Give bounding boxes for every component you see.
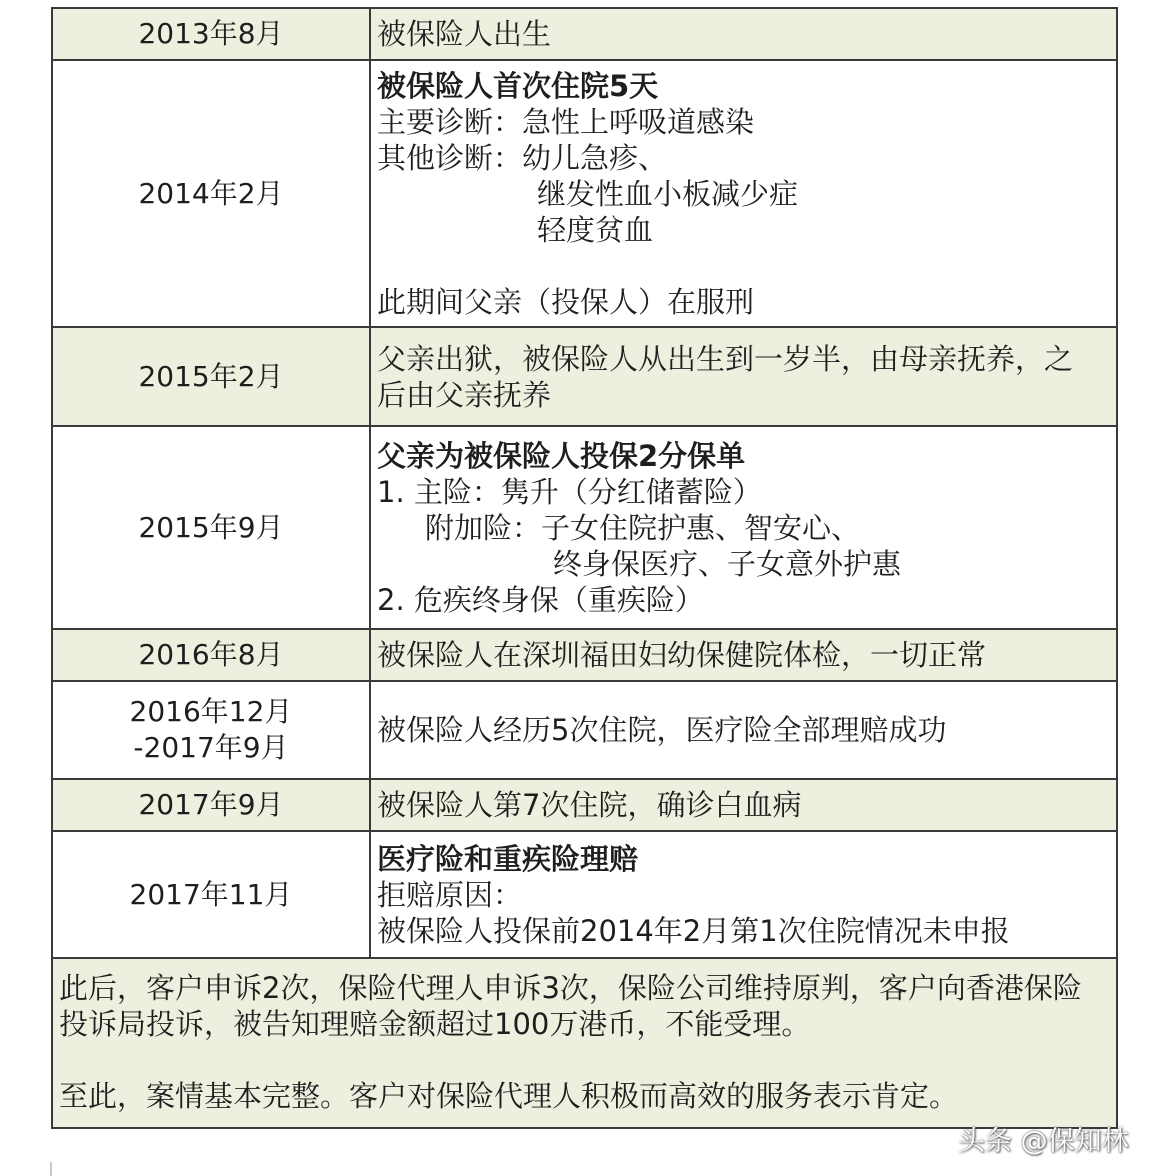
event-line: 其他诊断：幼儿急疹、 [377, 140, 668, 175]
event-heading: 医疗险和重疾险理赔 [377, 841, 639, 876]
event-heading: 被保险人首次住院5天 [377, 68, 659, 103]
date-text: 2015年2月 [138, 359, 284, 393]
event-line: 1. 主险：隽升（分红储蓄险） [377, 474, 762, 509]
summary-cell [52, 958, 1117, 1128]
event-line: 被保险人第7次住院，确诊白血病 [377, 788, 802, 822]
date-text: 2016年12月 [129, 695, 293, 728]
date-text: 2013年8月 [138, 17, 284, 50]
timeline-body [52, 8, 1117, 1128]
date-text: 2016年8月 [138, 638, 284, 671]
date-cell [52, 60, 370, 327]
description-cell [370, 779, 1117, 831]
event-line: 附加险：子女住院护惠、智安心、 [425, 510, 861, 545]
date-text: 2015年9月 [138, 510, 284, 544]
date-cell [52, 831, 370, 958]
table-row [52, 831, 1117, 958]
event-line: 被保险人经历5次住院，医疗险全部理赔成功 [377, 713, 947, 747]
date-cell [52, 629, 370, 681]
table-row [52, 8, 1117, 60]
event-line: 被保险人在深圳福田妇幼保健院体检，一切正常 [377, 638, 987, 672]
date-text: 2017年11月 [129, 877, 293, 911]
summary-spacer [59, 1042, 1116, 1078]
description-cell [370, 8, 1117, 60]
date-cell [52, 426, 370, 629]
table-row [52, 681, 1117, 779]
timeline-table [51, 7, 1118, 1129]
summary-line: 此后，客户申诉2次，保险代理人申诉3次，保险公司维持原判，客户向香港保险 [59, 971, 1082, 1005]
summary-line: 至此，案情基本完整。客户对保险代理人积极而高效的服务表示肯定。 [59, 1079, 959, 1113]
event-line: 父亲出狱，被保险人从出生到一岁半，由母亲抚养，之 [377, 341, 1074, 376]
event-line: 主要诊断：急性上呼吸道感染 [377, 104, 755, 139]
event-line: 轻度贫血 [537, 212, 654, 247]
table-row [52, 327, 1117, 426]
date-cell [52, 681, 370, 779]
line-spacer [377, 248, 1116, 284]
description-cell [370, 629, 1117, 681]
description-cell [370, 327, 1117, 426]
description-cell [370, 60, 1117, 327]
date-cell [52, 779, 370, 831]
table-row [52, 60, 1117, 327]
summary-row [52, 958, 1117, 1128]
event-line: 此期间父亲（投保人）在服刑 [377, 284, 755, 319]
watermark: 头条 @保知林 [958, 1126, 1129, 1157]
event-line: 后由父亲抚养 [377, 377, 552, 412]
date-cell [52, 8, 370, 60]
date-text: 2014年2月 [138, 176, 284, 210]
event-line: 2. 危疾终身保（重疾险） [377, 582, 704, 617]
date-cell [52, 327, 370, 426]
description-cell [370, 681, 1117, 779]
table-row [52, 779, 1117, 831]
date-text: -2017年9月 [133, 731, 289, 764]
event-line: 继发性血小板减少症 [537, 176, 799, 211]
event-line: 被保险人投保前2014年2月第1次住院情况未申报 [377, 913, 1010, 948]
table-row [52, 426, 1117, 629]
date-text: 2017年9月 [138, 788, 284, 821]
summary-line: 投诉局投诉，被告知理赔金额超过100万港币，不能受理。 [59, 1007, 811, 1041]
table-row [52, 629, 1117, 681]
description-cell [370, 426, 1117, 629]
description-cell [370, 831, 1117, 958]
event-heading: 父亲为被保险人投保2分保单 [377, 438, 746, 473]
event-line: 终身保医疗、子女意外护惠 [553, 546, 902, 581]
event-line: 拒赔原因： [377, 877, 523, 912]
divider [50, 1162, 52, 1176]
event-line: 被保险人出生 [377, 17, 552, 51]
